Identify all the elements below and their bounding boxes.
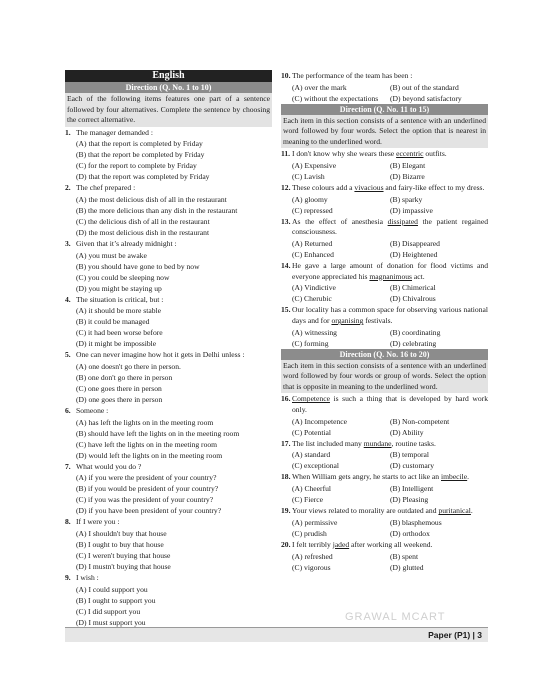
answer-option: (B) if you would be president of your country?	[76, 484, 219, 494]
question-line	[65, 128, 272, 139]
answer-option-row	[281, 494, 488, 505]
answer-option: (B) the more delicious than any dish in the restaurant	[76, 205, 238, 215]
question-item	[65, 573, 272, 628]
page-footer	[65, 628, 488, 642]
underlined-word: organising	[331, 316, 364, 326]
answer-option: (B) one don't go there in person	[76, 373, 173, 383]
question-item	[281, 472, 488, 505]
question-line	[281, 439, 488, 450]
question-line	[281, 472, 488, 483]
answer-option: (C) it had been worse before	[76, 328, 163, 338]
answer-option-row	[281, 338, 488, 349]
question-stem	[292, 217, 488, 238]
answer-option: (D) Bizarre	[390, 171, 425, 181]
answer-option-row	[281, 327, 488, 338]
answer-option: (A) one doesn't go there in person.	[76, 362, 181, 372]
answer-option-row	[281, 449, 488, 460]
question-line	[281, 506, 488, 517]
answer-option: (D) Heightened	[390, 250, 438, 260]
question-number: 2.	[65, 183, 71, 193]
answer-option: (A) Incompetence	[292, 416, 348, 426]
answer-option: (D) if you have been president of your country?	[76, 506, 222, 516]
section	[281, 104, 488, 349]
direction-heading: Direction (Q. No. 1 to 10)	[65, 82, 272, 93]
answer-option: (B) should have left the lights on in the meeting room	[76, 428, 240, 438]
stem-text: Given that it’s already midnight :	[76, 238, 177, 248]
question-number: 9.	[65, 573, 71, 583]
question-number: 14.	[281, 261, 291, 271]
answer-option: (D) Ability	[390, 427, 424, 437]
stem-text: , routine tasks.	[391, 438, 436, 448]
answer-option: (B) out of the standard	[390, 82, 459, 92]
answer-option: (A) witnessing	[292, 327, 337, 337]
stem-text: I wish :	[76, 573, 99, 583]
left-column	[65, 70, 272, 628]
question-item	[65, 183, 272, 238]
question-item	[281, 506, 488, 539]
underlined-word: mundane	[363, 438, 392, 448]
question-line	[65, 462, 272, 473]
question-item	[281, 149, 488, 182]
right-column	[281, 70, 488, 573]
question-number: 20.	[281, 539, 291, 549]
question-line	[281, 71, 488, 82]
underlined-word: puritanical	[438, 506, 471, 516]
question-item	[281, 261, 488, 304]
question-stem	[292, 540, 488, 551]
answer-option: (D) would left the lights on in the meeting room	[76, 450, 223, 460]
stem-text: The chef prepared :	[76, 183, 136, 193]
answer-option: (B) Non-competent	[390, 416, 450, 426]
answer-option-row	[281, 82, 488, 93]
underlined-word: magnanimous	[369, 271, 412, 281]
answer-option: (D) I mustn't buying that house	[76, 562, 171, 572]
stem-text: Your views related to morality are outdated and	[292, 506, 439, 516]
question-number: 4.	[65, 294, 71, 304]
question-stem	[292, 394, 488, 415]
stem-text: What would you do ?	[76, 461, 142, 471]
direction-instructions: Each item in this section consists of a sentence with an underlined word followed by four words or group of words. Select the option that is opposite in meaning to the underlined word.	[281, 360, 488, 394]
question-line	[65, 573, 272, 584]
question-item	[281, 183, 488, 216]
answer-option-row	[281, 249, 488, 260]
answer-option: (C) you could be sleeping now	[76, 272, 170, 282]
direction-instructions: Each item in this section consists of a sentence with an underlined word followed by four words. Select the option that is nearest in meaning to the underlined word.	[281, 115, 488, 149]
stem-text: act.	[412, 271, 425, 281]
question-item	[65, 517, 272, 572]
answer-option: (A) gloomy	[292, 194, 328, 204]
direction-instructions: Each of the following items features one part of a sentence followed by four alternatives. Complete the sentence by choosing the correct alternative.	[65, 93, 272, 127]
answer-option: (D) impassive	[390, 205, 433, 215]
answer-option: (A) standard	[292, 450, 331, 460]
answer-option: (C) forming	[292, 338, 329, 348]
answer-option: (D) you might be staying up	[76, 283, 162, 293]
page-number: Paper (P1) | 3	[428, 630, 482, 640]
question-stem	[76, 239, 272, 250]
question-number: 3.	[65, 238, 71, 248]
answer-option: (D) it might be impossible	[76, 339, 157, 349]
stem-text: As the effect of anesthesia	[292, 216, 388, 226]
answer-option-row	[281, 528, 488, 539]
answer-option: (A) Expensive	[292, 160, 337, 170]
answer-option-row	[281, 238, 488, 249]
stem-text: .	[470, 506, 473, 516]
section	[65, 82, 272, 628]
answer-option: (D) beyond satisfactory	[390, 93, 462, 103]
question-line	[65, 517, 272, 528]
answer-option: (C) have left the lights on in the meeting room	[76, 439, 218, 449]
answer-option: (D) orthodox	[390, 528, 430, 538]
answer-option: (D) I must support you	[76, 617, 146, 627]
stem-text: Our locality has a common space for observing various national days and for	[292, 305, 488, 326]
question-item	[65, 462, 272, 517]
answer-option: (C) Fierce	[292, 495, 323, 505]
stem-text: I don't know why she wears these	[292, 149, 397, 159]
answer-option-row	[281, 517, 488, 528]
answer-option: (C) Cherubic	[292, 294, 332, 304]
answer-option: (C) vigorous	[292, 562, 331, 572]
answer-option-row	[281, 160, 488, 171]
question-item	[65, 406, 272, 461]
answer-option: (C) repressed	[292, 205, 333, 215]
question-number: 18.	[281, 472, 291, 482]
answer-option: (A) permissive	[292, 517, 338, 527]
question-number: 15.	[281, 305, 291, 315]
answer-option: (B) I ought to support you	[76, 595, 156, 605]
question-line	[65, 183, 272, 194]
answer-option: (B) that the report be completed by Friday	[76, 150, 205, 160]
question-stem	[76, 573, 272, 584]
question-line	[281, 261, 488, 282]
question-number: 6.	[65, 406, 71, 416]
answer-option: (A) has left the lights on in the meeting room	[76, 417, 214, 427]
answer-option: (B) spent	[390, 551, 419, 561]
question-stem	[292, 261, 488, 282]
answer-option: (B) Disappeared	[390, 239, 440, 249]
underlined-word: Competence	[292, 394, 330, 404]
question-item	[281, 305, 488, 348]
stem-text: .	[467, 472, 470, 482]
answer-option-row	[281, 460, 488, 471]
question-number: 1.	[65, 127, 71, 137]
answer-option-row	[281, 205, 488, 216]
answer-option: (A) that the report is completed by Friday	[76, 139, 203, 149]
answer-option: (D) glutted	[390, 562, 424, 572]
stem-text: These colours add a	[292, 182, 355, 192]
question-number: 8.	[65, 517, 71, 527]
answer-option-row	[281, 427, 488, 438]
answer-option: (C) without the expectations	[292, 93, 379, 103]
underlined-word: vivacious	[354, 182, 384, 192]
answer-option: (C) I did support you	[76, 606, 141, 616]
question-stem	[292, 439, 488, 450]
question-stem	[76, 350, 272, 361]
question-line	[281, 149, 488, 160]
stem-text: outfits.	[423, 149, 447, 159]
answer-option: (A) if you were the president of your country?	[76, 473, 217, 483]
answer-option-row	[281, 282, 488, 293]
answer-option: (B) temporal	[390, 450, 430, 460]
question-number: 16.	[281, 394, 291, 404]
question-stem	[76, 128, 272, 139]
question-line	[65, 295, 272, 306]
stem-text: I felt terribly	[292, 539, 333, 549]
question-stem	[292, 506, 488, 517]
answer-option: (A) it should be more stable	[76, 306, 161, 316]
answer-option: (A) the most delicious dish of all in the restaurant	[76, 194, 227, 204]
answer-option-row	[281, 416, 488, 427]
answer-option: (D) Chivalrous	[390, 294, 436, 304]
answer-option-row	[281, 194, 488, 205]
answer-option: (C) Lavish	[292, 171, 325, 181]
question-stem	[76, 295, 272, 306]
question-stem	[292, 183, 488, 194]
answer-option: (D) celebrating	[390, 338, 437, 348]
answer-option: (A) Cheerful	[292, 484, 332, 494]
question-number: 7.	[65, 461, 71, 471]
question-stem	[76, 406, 272, 417]
answer-option-row	[281, 93, 488, 104]
answer-option: (D) customary	[390, 461, 435, 471]
answer-option-row	[281, 562, 488, 573]
question-stem	[76, 517, 272, 528]
question-line	[281, 394, 488, 415]
underlined-word: imbecile	[441, 472, 468, 482]
answer-option: (B) Intelligent	[390, 484, 434, 494]
answer-option-row	[281, 551, 488, 562]
question-item	[65, 128, 272, 183]
answer-option: (B) sparky	[390, 194, 423, 204]
question-stem	[292, 149, 488, 160]
question-number: 11.	[281, 149, 291, 159]
question-item	[281, 540, 488, 573]
stem-text: If I were you :	[76, 517, 120, 527]
question-number: 5.	[65, 350, 71, 360]
question-line	[65, 406, 272, 417]
answer-option: (C) one goes there in person	[76, 384, 162, 394]
stem-text: Someone :	[76, 406, 109, 416]
underlined-word: jaded	[332, 539, 350, 549]
stem-text: He gave a large amount of donation for flood victims and everyone appreciated his	[292, 261, 488, 281]
stem-text: One can never imagine how hot it gets in Delhi unless :	[76, 350, 245, 360]
question-item	[65, 295, 272, 350]
answer-option: (C) Potential	[292, 427, 332, 437]
answer-option: (D) one goes there in person	[76, 395, 163, 405]
stem-text: the patient regained consciousness.	[292, 216, 488, 237]
answer-option: (A) I shouldn't buy that house	[76, 529, 167, 539]
subject-header: English	[65, 70, 272, 82]
section	[281, 71, 488, 104]
stem-text: The performance of the team has been :	[292, 71, 413, 80]
question-stem	[76, 183, 272, 194]
question-number: 19.	[281, 506, 291, 516]
stem-text: is such a thing that is developed by hard work only.	[292, 394, 488, 415]
direction-heading: Direction (Q. No. 11 to 15)	[281, 104, 488, 115]
question-stem	[292, 71, 488, 82]
question-number: 17.	[281, 438, 291, 448]
answer-option: (B) Chimerical	[390, 283, 436, 293]
section	[281, 349, 488, 573]
answer-option: (A) refreshed	[292, 551, 333, 561]
answer-option: (C) Enhanced	[292, 250, 334, 260]
answer-option: (B) it could be managed	[76, 317, 150, 327]
answer-option: (C) exceptional	[292, 461, 340, 471]
question-line	[281, 305, 488, 326]
question-item	[281, 439, 488, 472]
question-number: 13.	[281, 216, 291, 226]
answer-option: (D) the most delicious dish in the restaurant	[76, 227, 210, 237]
question-line	[281, 217, 488, 238]
answer-option: (C) the delicious dish of all in the restaurant	[76, 216, 210, 226]
question-item	[65, 350, 272, 405]
answer-option: (C) prudish	[292, 528, 327, 538]
question-line	[65, 239, 272, 250]
answer-option-row	[281, 293, 488, 304]
answer-option: (C) if you was the president of your country?	[76, 495, 214, 505]
answer-option: (A) Returned	[292, 239, 333, 249]
answer-option: (C) I weren't buying that house	[76, 551, 171, 561]
question-item	[281, 71, 488, 104]
underlined-word: eccentric	[396, 149, 424, 159]
question-number: 12.	[281, 182, 291, 192]
answer-option: (B) I ought to buy that house	[76, 540, 164, 550]
question-line	[281, 183, 488, 194]
stem-text: When William gets angry, he starts to act like an	[292, 472, 441, 482]
stem-text: after working all weekend.	[349, 539, 433, 549]
answer-option: (D) Pleasing	[390, 495, 429, 505]
answer-option: (C) for the report to complete by Friday	[76, 161, 197, 171]
answer-option: (B) blasphemous	[390, 517, 442, 527]
question-stem	[76, 462, 272, 473]
question-stem	[292, 305, 488, 326]
question-line	[281, 540, 488, 551]
question-number: 10.	[281, 71, 291, 80]
answer-option: (A) over the mark	[292, 82, 347, 92]
question-item	[281, 217, 488, 260]
answer-option: (A) I could support you	[76, 584, 148, 594]
question-item	[65, 239, 272, 294]
publisher-watermark: GRAWAL MCART	[345, 611, 446, 623]
answer-option-row	[281, 483, 488, 494]
answer-option: (B) you should have gone to bed by now	[76, 261, 200, 271]
stem-text: festivals.	[363, 316, 393, 326]
question-stem	[292, 472, 488, 483]
answer-option: (B) coordinating	[390, 327, 441, 337]
answer-option: (A) Vindictive	[292, 283, 336, 293]
answer-option-row	[281, 171, 488, 182]
stem-text: and fairy-like effect to my dress.	[383, 182, 485, 192]
stem-text: The manager demanded :	[76, 127, 153, 137]
answer-option: (A) you must be awake	[76, 250, 147, 260]
stem-text: The list included many	[292, 438, 364, 448]
stem-text: The situation is critical, but :	[76, 294, 164, 304]
direction-heading: Direction (Q. No. 16 to 20)	[281, 349, 488, 360]
underlined-word: dissipated	[387, 216, 418, 226]
answer-option: (B) Elegant	[390, 160, 426, 170]
question-item	[281, 394, 488, 437]
question-line	[65, 350, 272, 361]
answer-option: (D) that the report was completed by Friday	[76, 172, 210, 182]
